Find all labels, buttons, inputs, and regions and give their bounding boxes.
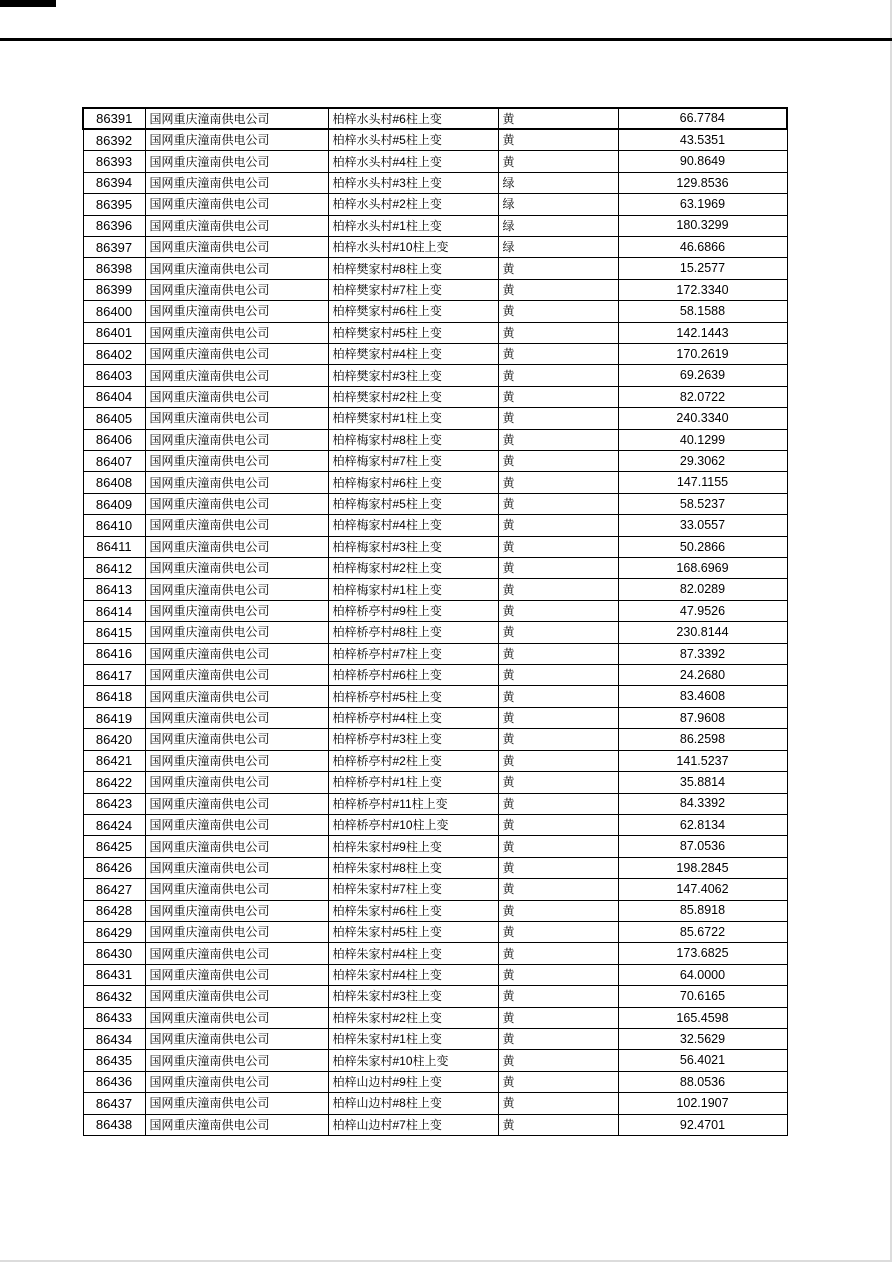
- table-row: [83, 236, 787, 257]
- cell-company: 国网重庆潼南供电公司: [145, 236, 328, 257]
- cell-company: 国网重庆潼南供电公司: [145, 386, 328, 407]
- table-row: [83, 707, 787, 728]
- cell-value: 50.2866: [618, 536, 787, 557]
- table-row: [83, 472, 787, 493]
- cell-transformer-name: 柏梓樊家村#1柱上变: [328, 408, 498, 429]
- cell-company: 国网重庆潼南供电公司: [145, 665, 328, 686]
- cell-company: 国网重庆潼南供电公司: [145, 1050, 328, 1071]
- cell-transformer-name: 柏梓桥亭村#11柱上变: [328, 793, 498, 814]
- cell-company: 国网重庆潼南供电公司: [145, 108, 328, 129]
- cell-value: 69.2639: [618, 365, 787, 386]
- cell-company: 国网重庆潼南供电公司: [145, 536, 328, 557]
- cell-row-id: 86404: [83, 386, 145, 407]
- cell-company: 国网重庆潼南供电公司: [145, 686, 328, 707]
- cell-transformer-name: 柏梓梅家村#6柱上变: [328, 472, 498, 493]
- cell-transformer-name: 柏梓水头村#4柱上变: [328, 151, 498, 172]
- cell-value: 83.4608: [618, 686, 787, 707]
- cell-status: 黄: [498, 515, 618, 536]
- cell-row-id: 86406: [83, 429, 145, 450]
- cell-transformer-name: 柏梓朱家村#1柱上变: [328, 1028, 498, 1049]
- table-row: [83, 643, 787, 664]
- cell-company: 国网重庆潼南供电公司: [145, 429, 328, 450]
- cell-status: 黄: [498, 472, 618, 493]
- cell-row-id: 86411: [83, 536, 145, 557]
- cell-status: 黄: [498, 536, 618, 557]
- cell-status: 绿: [498, 236, 618, 257]
- cell-value: 87.9608: [618, 707, 787, 728]
- cell-company: 国网重庆潼南供电公司: [145, 1114, 328, 1135]
- cell-value: 92.4701: [618, 1114, 787, 1135]
- table-row: [83, 1071, 787, 1092]
- cell-company: 国网重庆潼南供电公司: [145, 1071, 328, 1092]
- table-row: [83, 772, 787, 793]
- cell-status: 黄: [498, 707, 618, 728]
- cell-transformer-name: 柏梓梅家村#7柱上变: [328, 451, 498, 472]
- table-row: [83, 194, 787, 215]
- cell-transformer-name: 柏梓水头村#5柱上变: [328, 129, 498, 150]
- cell-status: 黄: [498, 151, 618, 172]
- cell-company: 国网重庆潼南供电公司: [145, 515, 328, 536]
- cell-company: 国网重庆潼南供电公司: [145, 1093, 328, 1114]
- cell-row-id: 86421: [83, 750, 145, 771]
- cell-row-id: 86407: [83, 451, 145, 472]
- table-row: [83, 686, 787, 707]
- table-row: [83, 986, 787, 1007]
- table-row: [83, 386, 787, 407]
- cell-company: 国网重庆潼南供电公司: [145, 921, 328, 942]
- cell-transformer-name: 柏梓朱家村#3柱上变: [328, 986, 498, 1007]
- cell-company: 国网重庆潼南供电公司: [145, 900, 328, 921]
- cell-transformer-name: 柏梓桥亭村#4柱上变: [328, 707, 498, 728]
- cell-status: 黄: [498, 493, 618, 514]
- cell-value: 102.1907: [618, 1093, 787, 1114]
- cell-company: 国网重庆潼南供电公司: [145, 622, 328, 643]
- cell-status: 黄: [498, 1007, 618, 1028]
- cell-value: 43.5351: [618, 129, 787, 150]
- table-row: [83, 258, 787, 279]
- cell-company: 国网重庆潼南供电公司: [145, 493, 328, 514]
- cell-company: 国网重庆潼南供电公司: [145, 772, 328, 793]
- cell-row-id: 86422: [83, 772, 145, 793]
- table-row: [83, 750, 787, 771]
- cell-value: 46.6866: [618, 236, 787, 257]
- cell-transformer-name: 柏梓朱家村#8柱上变: [328, 857, 498, 878]
- cell-company: 国网重庆潼南供电公司: [145, 793, 328, 814]
- cell-row-id: 86424: [83, 814, 145, 835]
- cell-row-id: 86430: [83, 943, 145, 964]
- table-row: [83, 1093, 787, 1114]
- cell-transformer-name: 柏梓水头村#10柱上变: [328, 236, 498, 257]
- cell-row-id: 86400: [83, 301, 145, 322]
- cell-transformer-name: 柏梓桥亭村#6柱上变: [328, 665, 498, 686]
- table-row: [83, 536, 787, 557]
- cell-row-id: 86426: [83, 857, 145, 878]
- cell-value: 240.3340: [618, 408, 787, 429]
- cell-value: 24.2680: [618, 665, 787, 686]
- cell-status: 黄: [498, 1028, 618, 1049]
- cell-value: 32.5629: [618, 1028, 787, 1049]
- table-row: [83, 814, 787, 835]
- cell-transformer-name: 柏梓桥亭村#10柱上变: [328, 814, 498, 835]
- cell-status: 黄: [498, 921, 618, 942]
- table-row: [83, 322, 787, 343]
- cell-row-id: 86399: [83, 279, 145, 300]
- table-row: [83, 408, 787, 429]
- cell-transformer-name: 柏梓樊家村#3柱上变: [328, 365, 498, 386]
- cell-value: 170.2619: [618, 343, 787, 364]
- cell-status: 黄: [498, 986, 618, 1007]
- cell-value: 70.6165: [618, 986, 787, 1007]
- table-row: [83, 515, 787, 536]
- cell-status: 黄: [498, 579, 618, 600]
- cell-transformer-name: 柏梓梅家村#8柱上变: [328, 429, 498, 450]
- cell-transformer-name: 柏梓梅家村#4柱上变: [328, 515, 498, 536]
- cell-status: 黄: [498, 943, 618, 964]
- cell-status: 黄: [498, 1114, 618, 1135]
- cell-row-id: 86393: [83, 151, 145, 172]
- cell-transformer-name: 柏梓樊家村#6柱上变: [328, 301, 498, 322]
- cell-value: 147.1155: [618, 472, 787, 493]
- cell-status: 黄: [498, 600, 618, 621]
- cell-row-id: 86425: [83, 836, 145, 857]
- cell-status: 黄: [498, 279, 618, 300]
- cell-row-id: 86429: [83, 921, 145, 942]
- cell-transformer-name: 柏梓朱家村#6柱上变: [328, 900, 498, 921]
- cell-transformer-name: 柏梓梅家村#1柱上变: [328, 579, 498, 600]
- cell-value: 85.6722: [618, 921, 787, 942]
- cell-row-id: 86435: [83, 1050, 145, 1071]
- cell-company: 国网重庆潼南供电公司: [145, 1007, 328, 1028]
- cell-value: 40.1299: [618, 429, 787, 450]
- cell-row-id: 86434: [83, 1028, 145, 1049]
- cell-row-id: 86408: [83, 472, 145, 493]
- cell-status: 黄: [498, 322, 618, 343]
- cell-transformer-name: 柏梓山边村#8柱上变: [328, 1093, 498, 1114]
- cell-value: 33.0557: [618, 515, 787, 536]
- cell-status: 黄: [498, 857, 618, 878]
- cell-transformer-name: 柏梓桥亭村#9柱上变: [328, 600, 498, 621]
- cell-value: 87.0536: [618, 836, 787, 857]
- cell-company: 国网重庆潼南供电公司: [145, 151, 328, 172]
- table-row: [83, 129, 787, 150]
- cell-company: 国网重庆潼南供电公司: [145, 643, 328, 664]
- cell-row-id: 86432: [83, 986, 145, 1007]
- cell-row-id: 86402: [83, 343, 145, 364]
- cell-company: 国网重庆潼南供电公司: [145, 129, 328, 150]
- table-row: [83, 1007, 787, 1028]
- cell-transformer-name: 柏梓朱家村#2柱上变: [328, 1007, 498, 1028]
- cell-row-id: 86409: [83, 493, 145, 514]
- cell-company: 国网重庆潼南供电公司: [145, 279, 328, 300]
- cell-transformer-name: 柏梓朱家村#5柱上变: [328, 921, 498, 942]
- cell-company: 国网重庆潼南供电公司: [145, 215, 328, 236]
- cell-row-id: 86423: [83, 793, 145, 814]
- table-row: [83, 1028, 787, 1049]
- table-row: [83, 451, 787, 472]
- cell-company: 国网重庆潼南供电公司: [145, 836, 328, 857]
- cell-value: 82.0289: [618, 579, 787, 600]
- cell-company: 国网重庆潼南供电公司: [145, 172, 328, 193]
- cell-transformer-name: 柏梓梅家村#3柱上变: [328, 536, 498, 557]
- cell-row-id: 86420: [83, 729, 145, 750]
- table-row: [83, 729, 787, 750]
- cell-row-id: 86415: [83, 622, 145, 643]
- cell-value: 168.6969: [618, 558, 787, 579]
- cell-status: 黄: [498, 365, 618, 386]
- table-body: [83, 108, 787, 1136]
- table-row: [83, 943, 787, 964]
- cell-status: 黄: [498, 558, 618, 579]
- cell-value: 84.3392: [618, 793, 787, 814]
- cell-transformer-name: 柏梓梅家村#5柱上变: [328, 493, 498, 514]
- cell-company: 国网重庆潼南供电公司: [145, 579, 328, 600]
- cell-transformer-name: 柏梓水头村#2柱上变: [328, 194, 498, 215]
- cell-value: 66.7784: [618, 108, 787, 129]
- cell-transformer-name: 柏梓桥亭村#8柱上变: [328, 622, 498, 643]
- cell-transformer-name: 柏梓桥亭村#1柱上变: [328, 772, 498, 793]
- cell-row-id: 86401: [83, 322, 145, 343]
- cell-status: 黄: [498, 1050, 618, 1071]
- cell-company: 国网重庆潼南供电公司: [145, 729, 328, 750]
- cell-transformer-name: 柏梓水头村#3柱上变: [328, 172, 498, 193]
- cell-transformer-name: 柏梓朱家村#7柱上变: [328, 879, 498, 900]
- cell-status: 黄: [498, 665, 618, 686]
- cell-row-id: 86394: [83, 172, 145, 193]
- cell-value: 35.8814: [618, 772, 787, 793]
- table-row: [83, 215, 787, 236]
- cell-transformer-name: 柏梓山边村#7柱上变: [328, 1114, 498, 1135]
- cell-transformer-name: 柏梓樊家村#2柱上变: [328, 386, 498, 407]
- cell-company: 国网重庆潼南供电公司: [145, 986, 328, 1007]
- cell-value: 129.8536: [618, 172, 787, 193]
- cell-status: 黄: [498, 451, 618, 472]
- table-row: [83, 108, 787, 129]
- cell-value: 82.0722: [618, 386, 787, 407]
- cell-row-id: 86414: [83, 600, 145, 621]
- cell-status: 黄: [498, 793, 618, 814]
- data-table: [82, 107, 788, 1136]
- cell-company: 国网重庆潼南供电公司: [145, 322, 328, 343]
- cell-value: 85.8918: [618, 900, 787, 921]
- cell-company: 国网重庆潼南供电公司: [145, 750, 328, 771]
- table-row: [83, 1114, 787, 1135]
- table-row: [83, 172, 787, 193]
- cell-transformer-name: 柏梓朱家村#4柱上变: [328, 943, 498, 964]
- cell-row-id: 86413: [83, 579, 145, 600]
- cell-row-id: 86438: [83, 1114, 145, 1135]
- cell-transformer-name: 柏梓朱家村#4柱上变: [328, 964, 498, 985]
- cell-row-id: 86410: [83, 515, 145, 536]
- table-row: [83, 1050, 787, 1071]
- cell-company: 国网重庆潼南供电公司: [145, 408, 328, 429]
- cell-value: 58.5237: [618, 493, 787, 514]
- cell-row-id: 86391: [83, 108, 145, 129]
- cell-status: 黄: [498, 408, 618, 429]
- cell-transformer-name: 柏梓樊家村#4柱上变: [328, 343, 498, 364]
- cell-value: 147.4062: [618, 879, 787, 900]
- cell-row-id: 86395: [83, 194, 145, 215]
- cell-value: 172.3340: [618, 279, 787, 300]
- cell-value: 56.4021: [618, 1050, 787, 1071]
- cell-status: 黄: [498, 1093, 618, 1114]
- table-row: [83, 151, 787, 172]
- cell-status: 黄: [498, 900, 618, 921]
- cell-company: 国网重庆潼南供电公司: [145, 258, 328, 279]
- table-row: [83, 793, 787, 814]
- cell-status: 黄: [498, 729, 618, 750]
- cell-value: 141.5237: [618, 750, 787, 771]
- cell-transformer-name: 柏梓桥亭村#7柱上变: [328, 643, 498, 664]
- cell-value: 198.2845: [618, 857, 787, 878]
- cell-row-id: 86418: [83, 686, 145, 707]
- cell-status: 黄: [498, 108, 618, 129]
- cell-row-id: 86433: [83, 1007, 145, 1028]
- cell-company: 国网重庆潼南供电公司: [145, 1028, 328, 1049]
- cell-company: 国网重庆潼南供电公司: [145, 964, 328, 985]
- cell-row-id: 86417: [83, 665, 145, 686]
- table-row: [83, 600, 787, 621]
- cell-row-id: 86392: [83, 129, 145, 150]
- cell-value: 15.2577: [618, 258, 787, 279]
- table-row: [83, 579, 787, 600]
- cell-value: 62.8134: [618, 814, 787, 835]
- cell-value: 230.8144: [618, 622, 787, 643]
- cell-row-id: 86431: [83, 964, 145, 985]
- cell-transformer-name: 柏梓朱家村#9柱上变: [328, 836, 498, 857]
- cell-status: 黄: [498, 258, 618, 279]
- cell-transformer-name: 柏梓桥亭村#2柱上变: [328, 750, 498, 771]
- table-row: [83, 836, 787, 857]
- page-break-rule: [0, 38, 892, 41]
- cell-transformer-name: 柏梓桥亭村#5柱上变: [328, 686, 498, 707]
- cell-status: 黄: [498, 686, 618, 707]
- cell-row-id: 86398: [83, 258, 145, 279]
- cell-row-id: 86403: [83, 365, 145, 386]
- cell-status: 绿: [498, 215, 618, 236]
- cell-row-id: 86397: [83, 236, 145, 257]
- cell-company: 国网重庆潼南供电公司: [145, 857, 328, 878]
- cell-status: 黄: [498, 301, 618, 322]
- table-row: [83, 429, 787, 450]
- page-corner-mark: [0, 0, 56, 7]
- table-row: [83, 365, 787, 386]
- table-row: [83, 964, 787, 985]
- cell-row-id: 86428: [83, 900, 145, 921]
- cell-row-id: 86405: [83, 408, 145, 429]
- cell-status: 黄: [498, 836, 618, 857]
- cell-transformer-name: 柏梓樊家村#7柱上变: [328, 279, 498, 300]
- table-row: [83, 879, 787, 900]
- cell-transformer-name: 柏梓樊家村#5柱上变: [328, 322, 498, 343]
- cell-company: 国网重庆潼南供电公司: [145, 814, 328, 835]
- table-row: [83, 343, 787, 364]
- table-row: [83, 279, 787, 300]
- cell-row-id: 86412: [83, 558, 145, 579]
- cell-company: 国网重庆潼南供电公司: [145, 472, 328, 493]
- cell-company: 国网重庆潼南供电公司: [145, 558, 328, 579]
- cell-company: 国网重庆潼南供电公司: [145, 600, 328, 621]
- table-row: [83, 493, 787, 514]
- cell-value: 86.2598: [618, 729, 787, 750]
- cell-company: 国网重庆潼南供电公司: [145, 879, 328, 900]
- cell-company: 国网重庆潼南供电公司: [145, 943, 328, 964]
- cell-transformer-name: 柏梓水头村#1柱上变: [328, 215, 498, 236]
- cell-row-id: 86436: [83, 1071, 145, 1092]
- cell-company: 国网重庆潼南供电公司: [145, 365, 328, 386]
- cell-company: 国网重庆潼南供电公司: [145, 301, 328, 322]
- cell-value: 173.6825: [618, 943, 787, 964]
- cell-row-id: 86427: [83, 879, 145, 900]
- cell-value: 142.1443: [618, 322, 787, 343]
- cell-status: 黄: [498, 814, 618, 835]
- cell-status: 黄: [498, 386, 618, 407]
- cell-transformer-name: 柏梓樊家村#8柱上变: [328, 258, 498, 279]
- cell-status: 黄: [498, 343, 618, 364]
- cell-value: 58.1588: [618, 301, 787, 322]
- table-row: [83, 857, 787, 878]
- cell-transformer-name: 柏梓山边村#9柱上变: [328, 1071, 498, 1092]
- table-row: [83, 665, 787, 686]
- cell-value: 165.4598: [618, 1007, 787, 1028]
- cell-status: 黄: [498, 964, 618, 985]
- cell-value: 90.8649: [618, 151, 787, 172]
- cell-row-id: 86416: [83, 643, 145, 664]
- cell-status: 黄: [498, 622, 618, 643]
- cell-row-id: 86437: [83, 1093, 145, 1114]
- cell-value: 87.3392: [618, 643, 787, 664]
- cell-status: 黄: [498, 129, 618, 150]
- cell-value: 63.1969: [618, 194, 787, 215]
- table-row: [83, 622, 787, 643]
- table-row: [83, 900, 787, 921]
- cell-company: 国网重庆潼南供电公司: [145, 194, 328, 215]
- cell-status: 绿: [498, 194, 618, 215]
- cell-status: 黄: [498, 1071, 618, 1092]
- cell-status: 黄: [498, 879, 618, 900]
- table-row: [83, 558, 787, 579]
- cell-status: 黄: [498, 750, 618, 771]
- cell-value: 64.0000: [618, 964, 787, 985]
- cell-status: 黄: [498, 643, 618, 664]
- cell-status: 黄: [498, 772, 618, 793]
- cell-company: 国网重庆潼南供电公司: [145, 343, 328, 364]
- cell-value: 180.3299: [618, 215, 787, 236]
- cell-transformer-name: 柏梓朱家村#10柱上变: [328, 1050, 498, 1071]
- cell-status: 黄: [498, 429, 618, 450]
- cell-transformer-name: 柏梓水头村#6柱上变: [328, 108, 498, 129]
- table-row: [83, 921, 787, 942]
- cell-status: 绿: [498, 172, 618, 193]
- cell-company: 国网重庆潼南供电公司: [145, 451, 328, 472]
- cell-transformer-name: 柏梓梅家村#2柱上变: [328, 558, 498, 579]
- cell-value: 29.3062: [618, 451, 787, 472]
- cell-row-id: 86396: [83, 215, 145, 236]
- cell-value: 88.0536: [618, 1071, 787, 1092]
- cell-transformer-name: 柏梓桥亭村#3柱上变: [328, 729, 498, 750]
- cell-company: 国网重庆潼南供电公司: [145, 707, 328, 728]
- table-row: [83, 301, 787, 322]
- cell-row-id: 86419: [83, 707, 145, 728]
- cell-value: 47.9526: [618, 600, 787, 621]
